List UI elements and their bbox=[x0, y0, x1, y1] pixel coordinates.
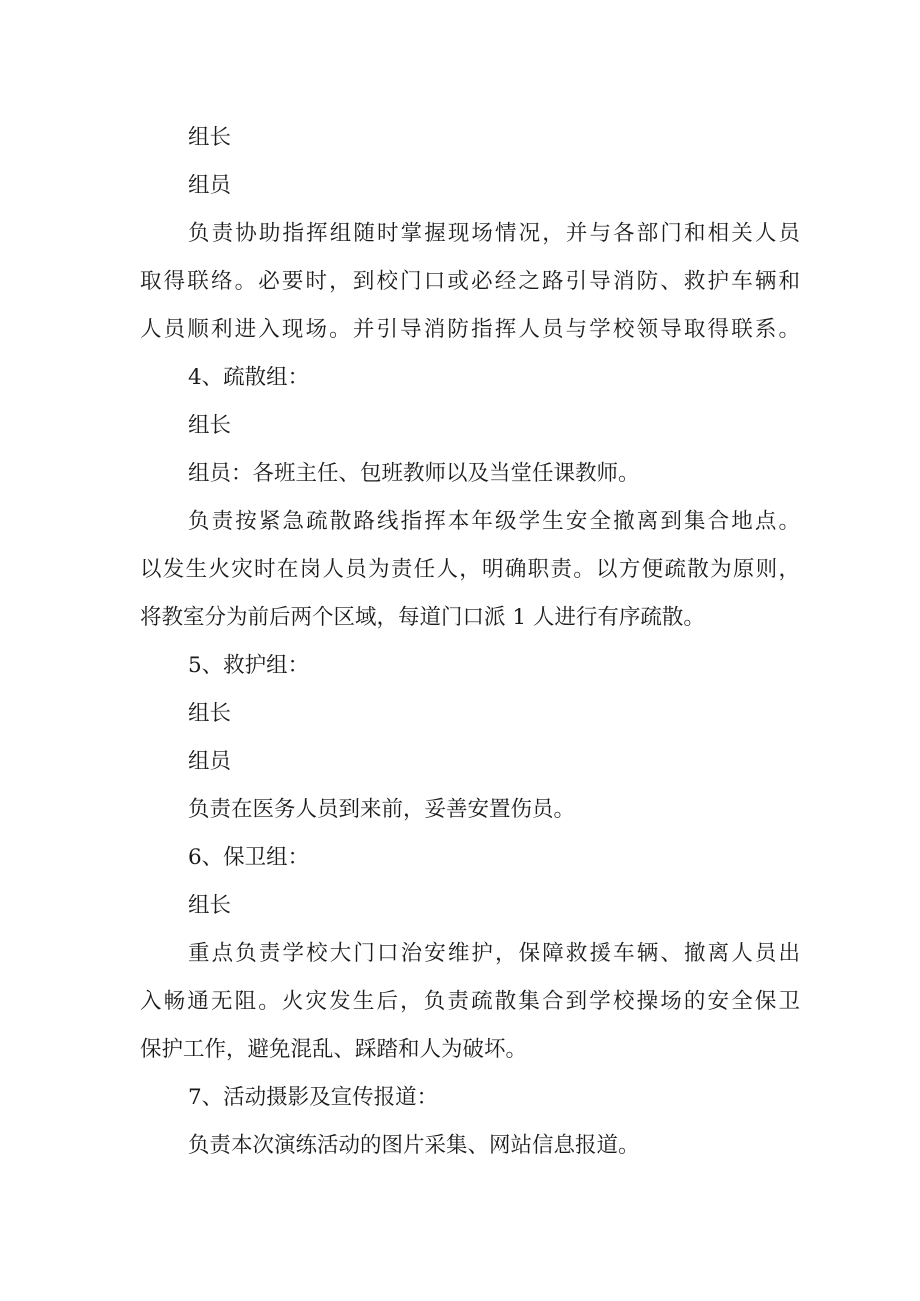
text-line: 将教室分为前后两个区域，每道门口派 1 人进行有序疏散。 bbox=[140, 605, 705, 630]
section-heading: 7、活动摄影及宣传报道： bbox=[188, 1085, 439, 1110]
text-line: 负责协助指挥组随时掌握现场情况，并与各部门和相关人员 bbox=[188, 221, 800, 246]
text-line: 重点负责学校大门口治安维护，保障救援车辆、撤离人员出 bbox=[188, 941, 800, 966]
text-line: 保护工作，避免混乱、踩踏和人为破坏。 bbox=[140, 1037, 528, 1062]
section-heading: 5、救护组： bbox=[188, 653, 310, 678]
text-line: 取得联络。必要时，到校门口或必经之路引导消防、救护车辆和 bbox=[140, 269, 800, 294]
text-line: 入畅通无阻。火灾发生后，负责疏散集合到学校操场的安全保卫 bbox=[140, 989, 800, 1014]
text-line: 以发生火灾时在岗人员为责任人，明确职责。以方便疏散为原则， bbox=[140, 557, 800, 582]
text-line: 组员：各班主任、包班教师以及当堂任课教师。 bbox=[188, 461, 640, 486]
text-line: 组员 bbox=[188, 173, 232, 198]
section-heading: 6、保卫组： bbox=[188, 845, 310, 870]
text-line: 负责在医务人员到来前，妥善安置伤员。 bbox=[188, 797, 576, 822]
section-heading: 4、疏散组： bbox=[188, 365, 310, 390]
text-line: 组长 bbox=[188, 893, 232, 918]
text-line: 负责按紧急疏散路线指挥本年级学生安全撤离到集合地点。 bbox=[188, 509, 800, 534]
text-line: 组长 bbox=[188, 413, 232, 438]
text-line: 组员 bbox=[188, 749, 232, 774]
text-line: 组长 bbox=[188, 701, 232, 726]
text-line: 人员顺利进入现场。并引导消防指挥人员与学校领导取得联系。 bbox=[140, 317, 800, 342]
text-line: 组长 bbox=[188, 125, 232, 150]
text-line: 负责本次演练活动的图片采集、网站信息报道。 bbox=[188, 1133, 640, 1158]
